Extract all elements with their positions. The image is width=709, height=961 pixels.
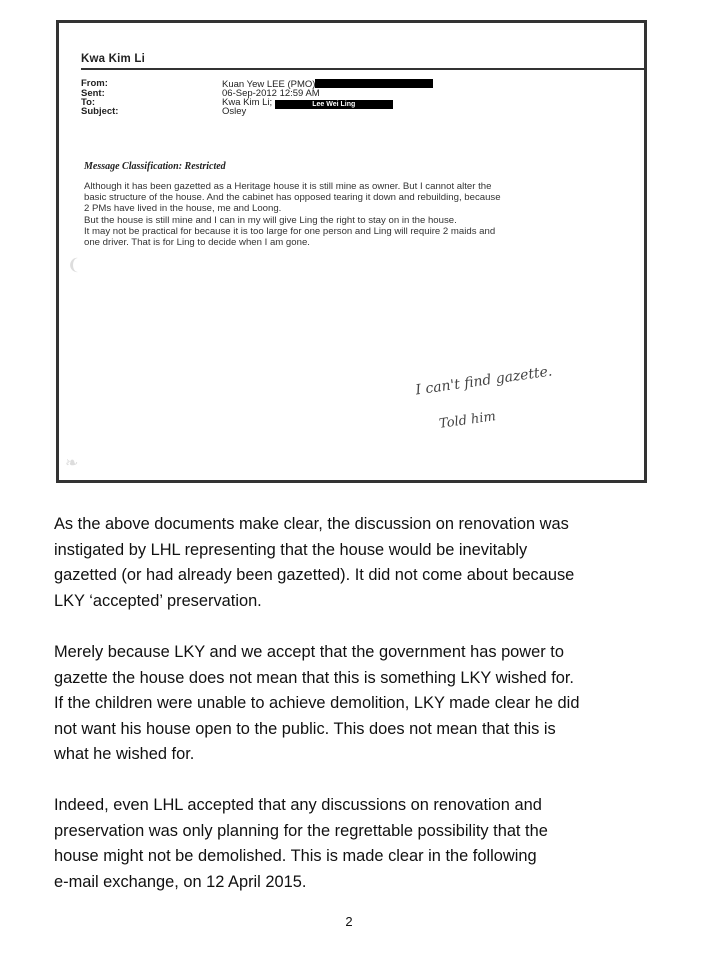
header-value	[222, 98, 393, 109]
page-number: 2	[345, 914, 353, 929]
paragraph-line: If the children were unable to achieve demolition, LKY made clear he did	[54, 694, 580, 713]
email-body-line: 2 PMs have lived in the house, me and Loong.	[84, 203, 282, 215]
paragraph-line: house might not be demolished. This is made clear in the following	[54, 847, 537, 866]
sent-value: 06-Sep-2012 12:59 AM	[222, 88, 320, 99]
paragraph-line: As the above documents make clear, the discussion on renovation was	[54, 515, 569, 533]
header-label: From:	[81, 78, 108, 89]
email-body-line: It may not be practical for because it is too large for one person and Ling will require 2 maids and	[84, 225, 496, 237]
email-body-line: But the house is still mine and I can in my will give Ling the right to stay on in the house.	[84, 214, 457, 226]
paragraph-line: LKY ‘accepted’ preservation.	[54, 591, 262, 610]
scanned-email-image	[56, 20, 647, 483]
header-label: Subject:	[81, 106, 119, 117]
scan-smudge-mark: ❧	[65, 455, 79, 472]
paragraph-line: e-mail exchange, on 12 April 2015.	[54, 872, 307, 891]
paragraph-line: gazetted (or had already been gazetted). It did not come about because	[54, 566, 575, 585]
to-value: Kwa Kim Li;	[222, 97, 273, 108]
from-value: Kuan Yew LEE (PMO)	[222, 79, 316, 90]
message-classification: Message Classification: Restricted	[84, 161, 226, 172]
redaction-bar: Lee Wei Ling	[275, 100, 393, 109]
handwritten-note-line: I can't find gazette.	[414, 363, 554, 399]
email-title: Kwa Kim Li	[81, 53, 145, 65]
email-body-line: basic structure of the house. And the cabinet has opposed tearing it down and rebuilding, because	[84, 192, 501, 204]
title-divider	[81, 68, 644, 70]
paragraph-line: what he wished for.	[54, 745, 195, 764]
email-body	[84, 181, 644, 248]
paragraph-1	[54, 512, 654, 614]
header-label: Sent:	[81, 88, 105, 99]
paragraph-2	[54, 640, 654, 768]
subject-value: Osley	[222, 106, 247, 117]
paragraph-line: gazette the house does not mean that this is something LKY wished for.	[54, 668, 574, 687]
paragraph-line: instigated by LHL representing that the house would be inevitably	[54, 540, 528, 559]
handwritten-note-line: Told him	[438, 409, 497, 432]
paragraph-line: preservation was only planning for the regrettable possibility that the	[54, 821, 548, 840]
email-body-line: Although it has been gazetted as a Heritage house it is still mine as owner. But I cannot alter the	[84, 181, 492, 192]
paragraph-3	[54, 793, 654, 895]
redaction-bar	[315, 79, 433, 88]
paragraph-line: not want his house open to the public. This does not mean that this is	[54, 719, 556, 738]
header-label: To:	[81, 97, 96, 108]
email-body-line: one driver. That is for Ling to decide when I am gone.	[84, 237, 310, 249]
scan-smudge-mark: ❨	[67, 257, 81, 274]
paragraph-line: Indeed, even LHL accepted that any discussions on renovation and	[54, 796, 542, 814]
paragraph-line: Merely because LKY and we accept that the government has power to	[54, 643, 564, 661]
